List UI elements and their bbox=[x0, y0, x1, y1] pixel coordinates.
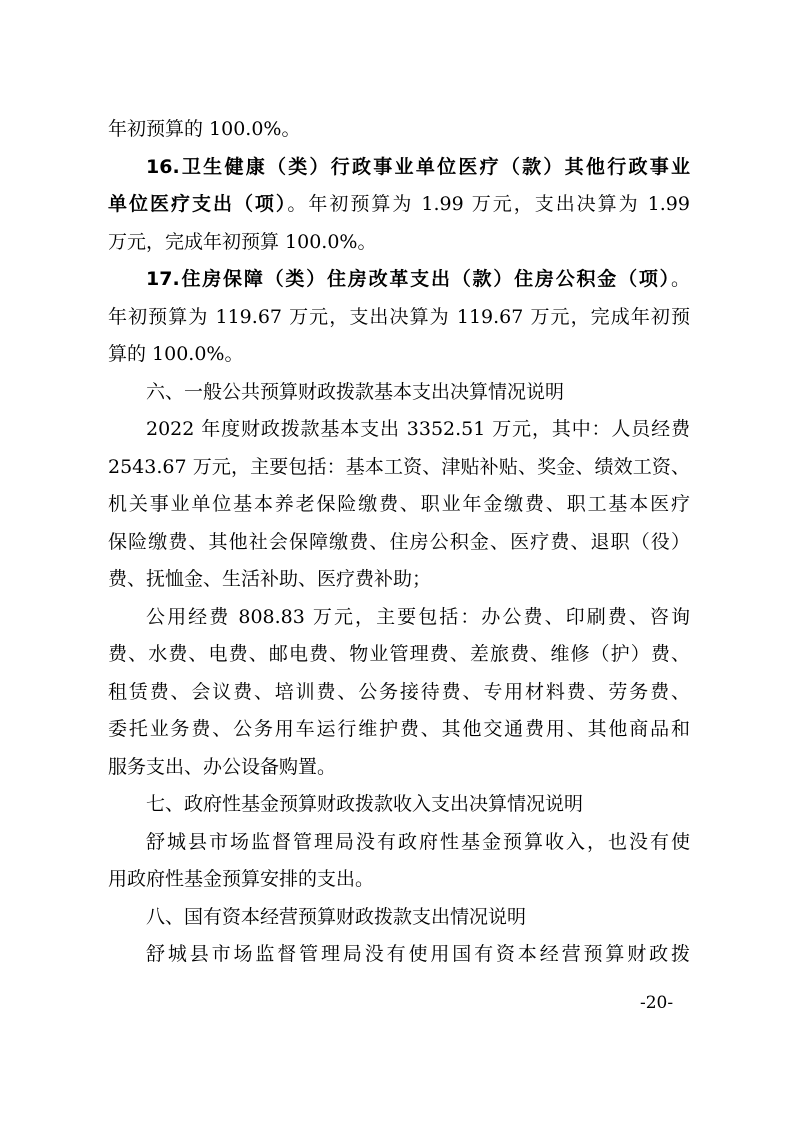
body-line: 机关事业单位基本养老保险缴费、职业年金缴费、职工基本医疗 bbox=[108, 493, 690, 515]
body-line: 委托业务费、公务用车运行维护费、其他交通费用、其他商品和 bbox=[108, 718, 690, 740]
document-page bbox=[108, 111, 690, 974]
body-line: 年初预算为 119.67 万元，支出决算为 119.67 万元，完成年初预 bbox=[108, 305, 690, 328]
body-line: 2022 年度财政拨款基本支出 3352.51 万元，其中：人员经费 bbox=[146, 418, 690, 440]
body-line bbox=[108, 261, 690, 299]
body-text: 。年初预算为 1.99 万元，支出决算为 1.99 bbox=[287, 193, 690, 215]
body-line: 用政府性基金预算安排的支出。 bbox=[108, 868, 375, 890]
section-heading-6: 六、一般公共预算财政拨款基本支出决算情况说明 bbox=[146, 380, 565, 403]
body-line: 2543.67 万元，主要包括：基本工资、津贴补贴、奖金、绩效工资、 bbox=[108, 455, 690, 478]
body-line bbox=[108, 186, 690, 224]
body-line: 万元，完成年初预算 100.0%。 bbox=[108, 230, 377, 253]
body-line: 公用经费 808.83 万元，主要包括：办公费、印刷费、咨询 bbox=[146, 605, 690, 628]
body-line: 舒城县市场监督管理局没有使用国有资本经营预算财政拨 bbox=[146, 943, 690, 965]
body-line: 年初预算的 100.0%。 bbox=[108, 118, 301, 140]
page-number: -20- bbox=[640, 993, 674, 1013]
item-heading-16-cont: 单位医疗支出（项） bbox=[108, 193, 288, 215]
section-heading-7: 七、政府性基金预算财政拨款收入支出决算情况说明 bbox=[146, 793, 584, 815]
body-line: 算的 100.0%。 bbox=[108, 343, 244, 365]
body-text: 。 bbox=[670, 268, 690, 290]
body-line: 服务支出、办公设备购置。 bbox=[108, 755, 337, 778]
body-line: 费、抚恤金、生活补助、医疗费补助； bbox=[108, 568, 432, 590]
body-line: 费、水费、电费、邮电费、物业管理费、差旅费、维修（护）费、 bbox=[108, 643, 690, 665]
body-line: 租赁费、会议费、培训费、公务接待费、专用材料费、劳务费、 bbox=[108, 680, 690, 703]
item-heading-17: 17.住房保障（类）住房改革支出（款）住房公积金（项） bbox=[146, 268, 671, 290]
item-heading-16: 16.卫生健康（类）行政事业单位医疗（款）其他行政事业 bbox=[146, 155, 690, 178]
body-line: 保险缴费、其他社会保障缴费、住房公积金、医疗费、退职（役） bbox=[108, 530, 690, 553]
section-heading-8: 八、国有资本经营预算财政拨款支出情况说明 bbox=[146, 905, 527, 928]
body-line: 舒城县市场监督管理局没有政府性基金预算收入，也没有使 bbox=[146, 830, 690, 853]
